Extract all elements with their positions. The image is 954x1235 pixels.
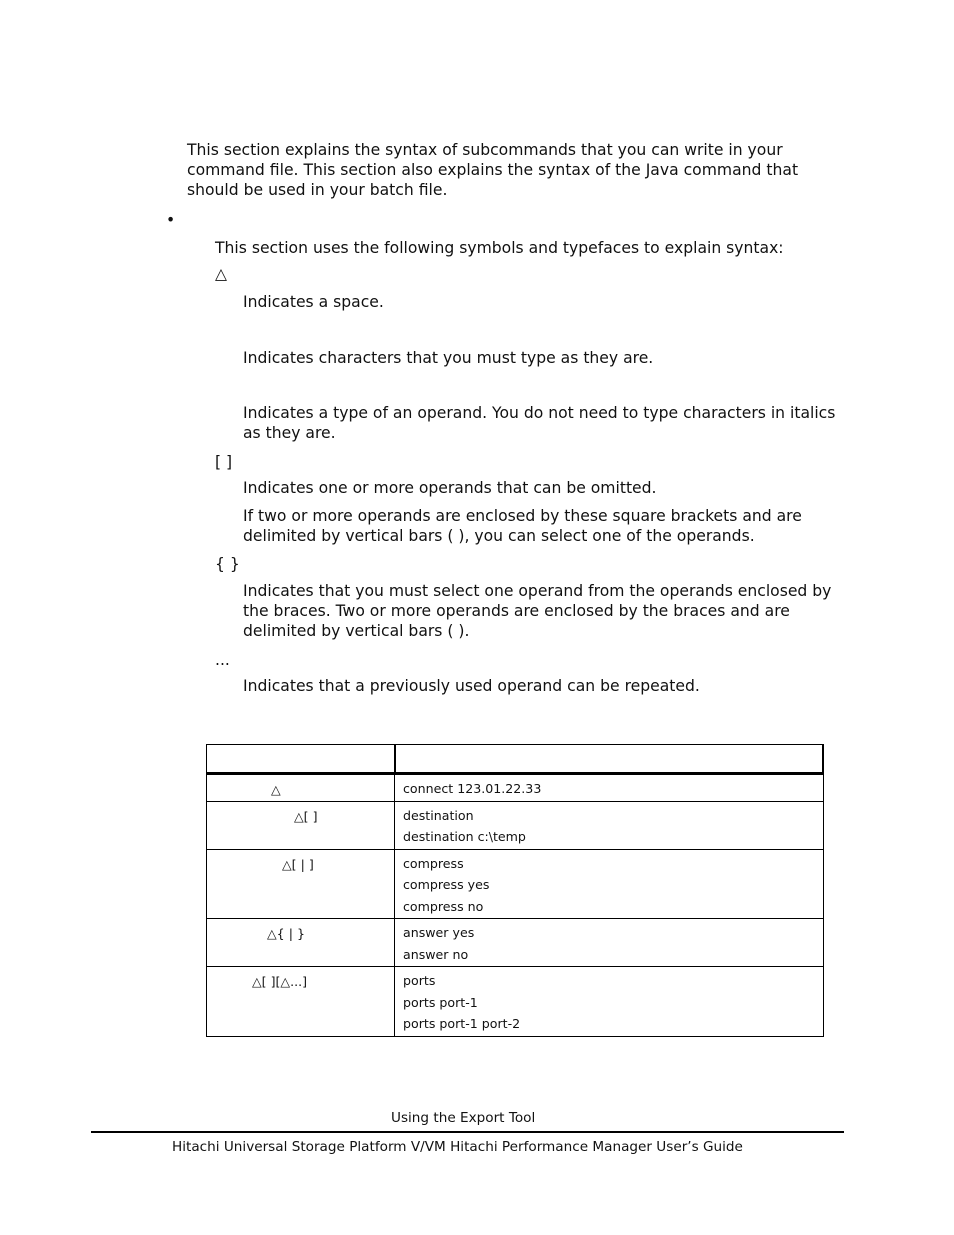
syntax-cell	[207, 801, 395, 849]
table-row	[207, 919, 824, 967]
footer-book-title: Hitachi Universal Storage Platform V/VM Hitachi Performance Manager User’s Guide	[172, 1139, 743, 1155]
bullet-marker: •	[166, 211, 176, 229]
brackets-description: Indicates one or more operands that can be omitted.	[243, 479, 657, 497]
bold-description: Indicates characters that you must type as they are.	[243, 349, 654, 367]
footer-divider	[91, 1131, 844, 1133]
syntax-text: △	[271, 782, 281, 797]
table-row	[207, 774, 824, 802]
example-cell	[395, 967, 824, 1037]
table-header-cell	[207, 745, 395, 774]
table-row	[207, 801, 824, 849]
syntax-text: △{ | }	[267, 926, 305, 941]
example-cell	[395, 801, 824, 849]
table-header-row	[207, 745, 824, 774]
syntax-cell	[207, 849, 395, 919]
intro-paragraph: This section explains the syntax of subcommands that you can write in your command file. This section also explains the syntax of the Java command that should be used in your batch file.	[187, 141, 799, 199]
example-line: destination c:\temp	[403, 829, 526, 844]
space-symbol: △	[215, 265, 227, 283]
brackets-description-2: If two or more operands are enclosed by these square brackets and are delimited by vertical bars ( ), you can select one of the operands.	[243, 507, 802, 545]
table-row	[207, 967, 824, 1037]
example-line: compress	[403, 855, 464, 871]
example-line: ports port-1	[403, 994, 478, 1010]
example-cell	[395, 849, 824, 919]
example-cell	[395, 774, 824, 802]
syntax-example-table	[206, 744, 824, 1037]
syntax-cell	[207, 967, 395, 1037]
example-line: answer no	[403, 946, 469, 962]
table-row	[207, 849, 824, 919]
syntax-text: △[ | ]	[282, 856, 314, 872]
example-line: ports	[403, 973, 436, 988]
syntax-text: △[ ][△...]	[252, 974, 308, 989]
italic-description: Indicates a type of an operand. You do not need to type characters in italics as they are.	[243, 404, 836, 442]
syntax-cell	[207, 774, 395, 802]
table-header-cell	[395, 745, 824, 774]
ellipsis-symbol: ...	[215, 651, 230, 669]
example-cell	[395, 919, 824, 967]
example-line: answer yes	[403, 925, 475, 940]
ellipsis-description: Indicates that a previously used operand can be repeated.	[243, 677, 700, 695]
footer-chapter-title: Using the Export Tool	[391, 1110, 536, 1126]
space-description: Indicates a space.	[243, 293, 384, 311]
symbols-intro: This section uses the following symbols and typefaces to explain syntax:	[215, 239, 784, 257]
example-line: ports port-1 port-2	[403, 1016, 521, 1031]
example-line: destination	[403, 807, 474, 823]
example-line: connect 123.01.22.33	[403, 781, 542, 796]
example-line: compress no	[403, 898, 484, 914]
braces-symbol: { }	[215, 555, 240, 573]
syntax-text: △[ ]	[294, 808, 318, 824]
brackets-symbol: [ ]	[215, 453, 233, 471]
syntax-cell	[207, 919, 395, 967]
braces-description: Indicates that you must select one operand from the operands enclosed by the braces. Two or more operands are enclosed by the braces and are delimited by vertical bars ( ).	[243, 582, 832, 640]
example-line: compress yes	[403, 877, 490, 892]
